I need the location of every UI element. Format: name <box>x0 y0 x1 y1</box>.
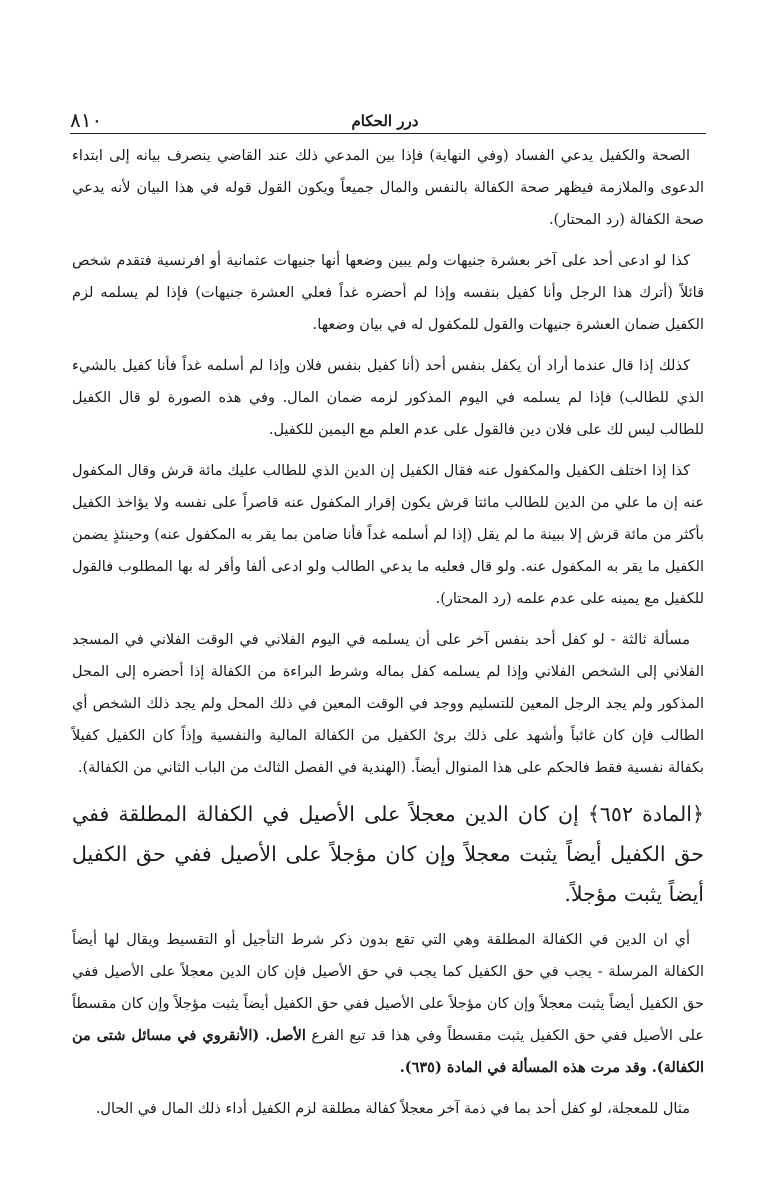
explanation-citation: الأصل. (الأنقروي في مسائل شتى من الكفالة). وقد مرت هذه المسألة في المادة (٦٣٥). <box>72 1027 704 1076</box>
page-body <box>72 140 704 1134</box>
header-rule <box>70 133 706 134</box>
example-paragraph: مثال للمعجلة، لو كفل أحد بما في ذمة آخر معجلاً كفالة مطلقة لزم الكفيل أداء ذلك المال في الحال. <box>95 1101 690 1117</box>
article-652 <box>72 794 704 914</box>
book-title: درر الحكام <box>351 112 419 130</box>
paragraph-4: كذا إذا اختلف الكفيل والمكفول عنه فقال الكفيل إن الدين الذي للطالب عليك مائة قرش وقال المكفول عنه إن ما علي من الدين للطالب مائتا قرش يكون إقرار المكفول عنه قاصراً على نفسه ولا يؤاخذ الكفيل بأكثر من مائة قرش إلا ببينة ما لم يقل (إذا لم أسلمه غداً فأنا ضامن بما يقر به المكفول عنه) وحينئذٍ يضمن الكفيل ما يقر به المكفول عنه. ولو قال فعليه ما يدعي الطالب ولو ادعى ألفا وأقر له بها المطلوب فالقول للكفيل مع يمينه على عدم علمه (رد المحتار). <box>72 463 704 607</box>
paragraph-1: الصحة والكفيل يدعي الفساد (وفي النهاية) فإذا بين المدعي ذلك عند القاضي ينصرف بيانه إلى ابتداء الدعوى والملازمة فيظهر صحة الكفالة بالنفس والمال جميعاً ويكون القول قوله في هذا البيان لأنه يدعي صحة الكفالة (رد المحتار). <box>72 148 704 228</box>
paragraph-2: كذا لو ادعى أحد على آخر بعشرة جنيهات ولم يبين وضعها أنها جنيهات عثمانية أو افرنسية فتقدم شخص قائلاً (أترك هذا الرجل وأنا كفيل بنفسه وإذا لم أحضره غداً فعلي العشرة جنيهات) فإذا لم يسلمه لزم الكفيل ضمان العشرة جنيهات والقول للمكفول له في بيان وضعها. <box>72 253 704 333</box>
article-text: إن كان الدين معجلاً على الأصيل في الكفالة المطلقة ففي حق الكفيل أيضاً يثبت معجلاً وإن كان مؤجلاً على الأصيل ففي حق الكفيل أيضاً يثبت مؤجلاً. <box>72 802 704 906</box>
page-number: ٨١٠ <box>70 108 103 132</box>
paragraph-3: كذلك إذا قال عندما أراد أن يكفل بنفس أحد (أنا كفيل بنفس فلان وإذا لم أسلمه غداً فأنا كفيل بالشيء الذي للطالب) فإذا لم يسلمه في اليوم المذكور لزمه ضمان المال. وفي هذه الصورة لو قال الكفيل للطالب ليس لك على فلان دين فالقول على عدم العلم مع اليمين للكفيل. <box>72 358 704 438</box>
paragraph-5: مسألة ثالثة - لو كفل أحد بنفس آخر على أن يسلمه في اليوم الفلاني في الوقت الفلاني في المسجد الفلاني إلى الشخص الفلاني وإذا لم يسلمه كفل بماله وشرط البراءة من الكفالة إذا أحضره إلى المحل المذكور ولم يجد الرجل المعين للتسليم ووجد في الوقت المعين في ذلك المحل ولم يجد ذلك الشخص أي الطالب فإن كان غائباً وأشهد على ذلك برئ الكفيل من الكفالة المالية والنفسية وإذاً كان الكفيل كفيلاً بكفالة نفسية فقط فالحكم على هذا المنوال أيضاً. (الهندية في الفصل الثالث من الباب الثاني من الكفالة). <box>72 632 704 776</box>
article-explanation <box>72 924 704 1084</box>
page-header <box>70 108 700 136</box>
article-label: ﴿المادة ٦٥٢﴾ <box>587 802 704 826</box>
explanation-text: أي ان الدين في الكفالة المطلقة وهي التي تقع بدون ذكر شرط التأجيل أو التقسيط ويقال لها أيضاً الكفالة المرسلة - يجب في حق الكفيل كما يجب في حق الأصيل فإن كان الدين معجلاً على الأصيل ففي حق الكفيل أيضاً يثبت معجلاً وإن كان مؤجلاً على الأصيل ففي حق الكفيل أيضاً يثبت مؤجلاً وإن كان مقسطاً على الأصيل ففي حق الكفيل يثبت مقسطاً وفي هذا قد تبع الفرع <box>72 932 704 1044</box>
